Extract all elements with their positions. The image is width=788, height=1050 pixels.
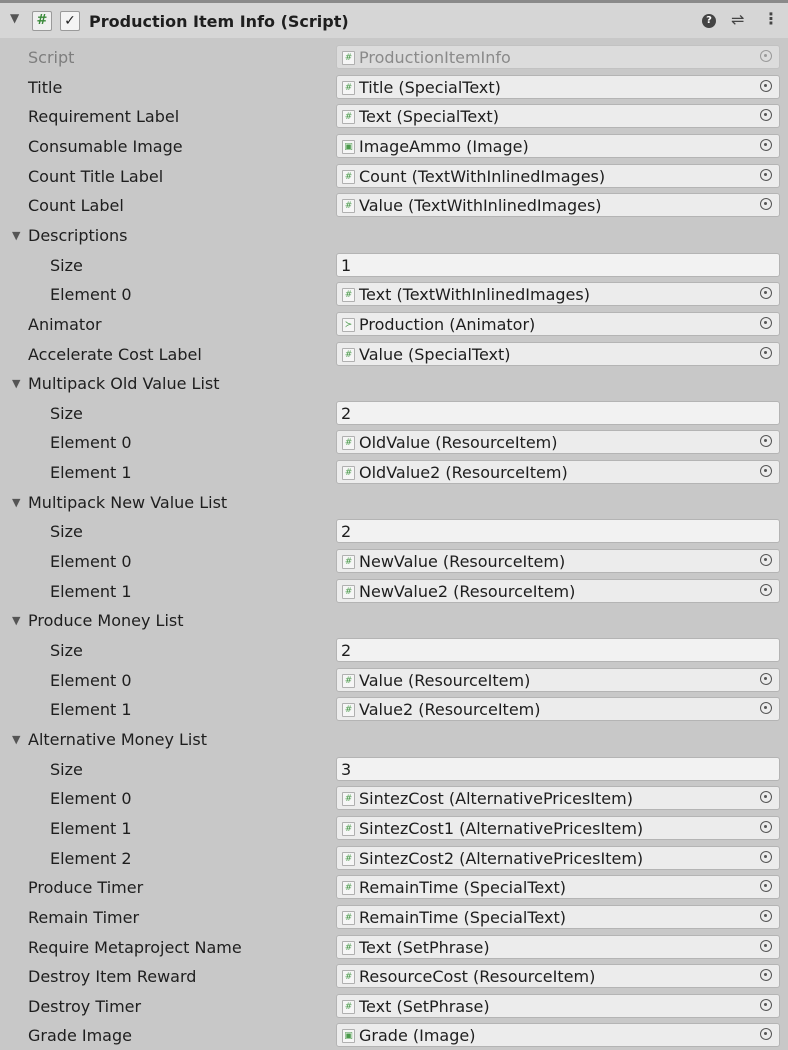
field-value: ResourceCost (ResourceItem) (359, 967, 596, 987)
field-value: 2 (341, 403, 352, 423)
script-type-icon: # (342, 911, 355, 925)
object-field[interactable] (336, 786, 780, 810)
property-label: Element 0 (50, 789, 132, 809)
object-picker-icon[interactable] (760, 791, 772, 803)
script-type-icon: # (342, 881, 355, 895)
field-value: Value (SpecialText) (359, 344, 511, 364)
object-field[interactable] (336, 75, 780, 99)
object-picker-icon[interactable] (760, 80, 772, 92)
property-row (0, 932, 788, 962)
property-row (0, 902, 788, 932)
field-value: 3 (341, 759, 352, 779)
property-row (0, 991, 788, 1021)
object-picker-icon[interactable] (760, 880, 772, 892)
property-row (0, 309, 788, 339)
object-picker-icon[interactable] (760, 554, 772, 566)
size-row (0, 635, 788, 665)
field-value: Production (Animator) (359, 314, 536, 334)
field-value: Text (TextWithInlinedImages) (359, 285, 590, 305)
field-value: 2 (341, 522, 352, 542)
animator-type-icon: ≻ (342, 318, 355, 332)
object-picker-icon[interactable] (760, 851, 772, 863)
property-label: Produce Timer (28, 878, 144, 898)
script-type-icon: # (342, 288, 355, 302)
property-label: Grade Image (28, 1026, 132, 1046)
field-value: Grade (Image) (359, 1026, 476, 1046)
script-type-icon: # (342, 703, 355, 717)
object-picker-icon[interactable] (760, 1028, 772, 1040)
property-label: Element 0 (50, 285, 132, 305)
property-label: Alternative Money List (28, 729, 207, 749)
property-row (0, 546, 788, 576)
property-row (0, 161, 788, 191)
size-row (0, 398, 788, 428)
object-picker-icon (760, 50, 772, 62)
field-value: RemainTime (SpecialText) (359, 878, 566, 898)
script-type-icon: # (342, 81, 355, 95)
property-row (0, 872, 788, 902)
size-input[interactable] (336, 638, 780, 662)
foldout-row[interactable] (0, 487, 788, 517)
script-icon: # (32, 11, 52, 31)
object-field[interactable] (336, 816, 780, 840)
object-field[interactable] (336, 342, 780, 366)
property-row (0, 190, 788, 220)
object-field (336, 45, 780, 69)
field-value: Title (SpecialText) (359, 77, 501, 97)
property-row (0, 665, 788, 695)
object-field[interactable] (336, 549, 780, 573)
object-field[interactable] (336, 1023, 780, 1047)
property-label: Multipack New Value List (28, 492, 228, 512)
foldout-row[interactable] (0, 368, 788, 398)
kebab-menu-icon[interactable]: ⋮ (763, 9, 779, 28)
property-row (0, 101, 788, 131)
property-label: Size (50, 641, 83, 660)
foldout-arrow-icon[interactable]: ▼ (12, 495, 21, 509)
object-field[interactable] (336, 875, 780, 899)
image-type-icon: ▣ (342, 140, 355, 154)
object-field[interactable] (336, 104, 780, 128)
property-row (0, 339, 788, 369)
object-field[interactable] (336, 964, 780, 988)
property-row (0, 42, 788, 72)
object-picker-icon[interactable] (760, 465, 772, 477)
script-type-icon: # (342, 110, 355, 124)
field-value: Text (SpecialText) (359, 107, 499, 127)
field-value: SintezCost (AlternativePricesItem) (359, 789, 633, 809)
object-picker-icon[interactable] (760, 435, 772, 447)
object-field[interactable] (336, 193, 780, 217)
object-picker-icon[interactable] (760, 999, 772, 1011)
object-picker-icon[interactable] (760, 969, 772, 981)
foldout-arrow-icon[interactable]: ▼ (12, 228, 21, 242)
field-value: 2 (341, 641, 352, 660)
property-row (0, 843, 788, 873)
collapse-arrow-icon[interactable]: ▼ (10, 11, 20, 25)
size-input[interactable] (336, 519, 780, 543)
component-title: Production Item Info (Script) (89, 12, 349, 31)
property-label: Element 2 (50, 848, 132, 868)
field-value: NewValue (ResourceItem) (359, 552, 566, 572)
script-type-icon: # (342, 822, 355, 836)
property-label: Element 1 (50, 700, 132, 720)
property-label: Element 0 (50, 670, 132, 690)
size-row (0, 250, 788, 280)
object-field[interactable] (336, 697, 780, 721)
property-row (0, 131, 788, 161)
property-label: Element 1 (50, 581, 132, 601)
size-input[interactable] (336, 253, 780, 277)
object-field[interactable] (336, 430, 780, 454)
enabled-checkbox[interactable]: ✓ (60, 11, 80, 31)
size-row (0, 754, 788, 784)
object-field[interactable] (336, 994, 780, 1018)
foldout-arrow-icon[interactable]: ▼ (12, 614, 21, 628)
property-label: Produce Money List (28, 611, 184, 631)
object-field[interactable] (336, 134, 780, 158)
object-field[interactable] (336, 460, 780, 484)
help-icon[interactable]: ? (702, 14, 716, 28)
field-value: Text (SetPhrase) (359, 996, 490, 1016)
object-field[interactable] (336, 164, 780, 188)
object-field[interactable] (336, 282, 780, 306)
property-label: Count Title Label (28, 166, 164, 186)
property-label: Size (50, 403, 83, 423)
image-type-icon: ▣ (342, 1029, 355, 1043)
property-label: Remain Timer (28, 907, 140, 927)
field-value: ImageAmmo (Image) (359, 136, 529, 156)
property-label: Consumable Image (28, 136, 183, 156)
property-label: Element 0 (50, 552, 132, 572)
property-label: Accelerate Cost Label (28, 344, 202, 364)
script-type-icon: # (342, 170, 355, 184)
property-row (0, 813, 788, 843)
property-label: Destroy Item Reward (28, 967, 197, 987)
property-label: Element 1 (50, 818, 132, 838)
object-field[interactable] (336, 935, 780, 959)
field-value: Text (SetPhrase) (359, 937, 490, 957)
object-picker-icon[interactable] (760, 347, 772, 359)
script-type-icon: # (342, 941, 355, 955)
property-label: Title (28, 77, 63, 97)
property-label: Size (50, 522, 83, 542)
size-input[interactable] (336, 401, 780, 425)
property-label: Element 1 (50, 463, 132, 483)
object-picker-icon[interactable] (760, 702, 772, 714)
object-picker-icon[interactable] (760, 317, 772, 329)
property-label: Count Label (28, 196, 124, 216)
object-field[interactable] (336, 846, 780, 870)
object-field[interactable] (336, 668, 780, 692)
script-type-icon: # (342, 674, 355, 688)
field-value: Value (ResourceItem) (359, 670, 531, 690)
size-row (0, 516, 788, 546)
foldout-row[interactable] (0, 605, 788, 635)
foldout-arrow-icon[interactable]: ▼ (12, 732, 21, 746)
script-type-icon: # (342, 1000, 355, 1014)
property-row (0, 961, 788, 991)
property-label: Require Metaproject Name (28, 937, 242, 957)
property-row (0, 576, 788, 606)
object-picker-icon[interactable] (760, 139, 772, 151)
property-label: Size (50, 255, 83, 275)
field-value: RemainTime (SpecialText) (359, 907, 566, 927)
property-label: Size (50, 759, 83, 779)
object-picker-icon[interactable] (760, 198, 772, 210)
field-value: Value2 (ResourceItem) (359, 700, 541, 720)
script-type-icon: # (342, 51, 355, 65)
property-label: Element 0 (50, 433, 132, 453)
property-label: Multipack Old Value List (28, 374, 220, 394)
object-picker-icon[interactable] (760, 940, 772, 952)
field-value: SintezCost1 (AlternativePricesItem) (359, 818, 644, 838)
script-type-icon: # (342, 792, 355, 806)
size-input[interactable] (336, 757, 780, 781)
property-label: Animator (28, 314, 102, 334)
property-row (0, 783, 788, 813)
script-type-icon: # (342, 970, 355, 984)
object-picker-icon[interactable] (760, 109, 772, 121)
script-type-icon: # (342, 436, 355, 450)
foldout-row[interactable] (0, 724, 788, 754)
property-label: Requirement Label (28, 107, 180, 127)
property-row (0, 694, 788, 724)
field-value: OldValue (ResourceItem) (359, 433, 558, 453)
property-row (0, 1020, 788, 1050)
field-value: OldValue2 (ResourceItem) (359, 463, 568, 483)
property-row (0, 457, 788, 487)
object-picker-icon[interactable] (760, 910, 772, 922)
foldout-row[interactable] (0, 220, 788, 250)
component-header[interactable] (0, 0, 788, 38)
property-row (0, 427, 788, 457)
script-type-icon: # (342, 585, 355, 599)
field-value: Value (TextWithInlinedImages) (359, 196, 602, 216)
script-type-icon: # (342, 555, 355, 569)
object-picker-icon[interactable] (760, 287, 772, 299)
field-value: ProductionItemInfo (359, 48, 511, 67)
script-type-icon: # (342, 852, 355, 866)
presets-icon[interactable]: ⇌ (731, 10, 745, 29)
field-value: SintezCost2 (AlternativePricesItem) (359, 848, 644, 868)
script-type-icon: # (342, 199, 355, 213)
object-picker-icon[interactable] (760, 673, 772, 685)
object-picker-icon[interactable] (760, 584, 772, 596)
object-field[interactable] (336, 312, 780, 336)
script-type-icon: # (342, 466, 355, 480)
foldout-arrow-icon[interactable]: ▼ (12, 377, 21, 391)
object-picker-icon[interactable] (760, 169, 772, 181)
property-label: Destroy Timer (28, 996, 142, 1016)
field-value: NewValue2 (ResourceItem) (359, 581, 576, 601)
script-type-icon: # (342, 348, 355, 362)
property-row (0, 72, 788, 102)
property-label: Script (28, 48, 75, 67)
object-field[interactable] (336, 579, 780, 603)
property-row (0, 279, 788, 309)
object-field[interactable] (336, 905, 780, 929)
field-value: 1 (341, 255, 352, 275)
field-value: Count (TextWithInlinedImages) (359, 166, 606, 186)
property-label: Descriptions (28, 225, 128, 245)
object-picker-icon[interactable] (760, 821, 772, 833)
